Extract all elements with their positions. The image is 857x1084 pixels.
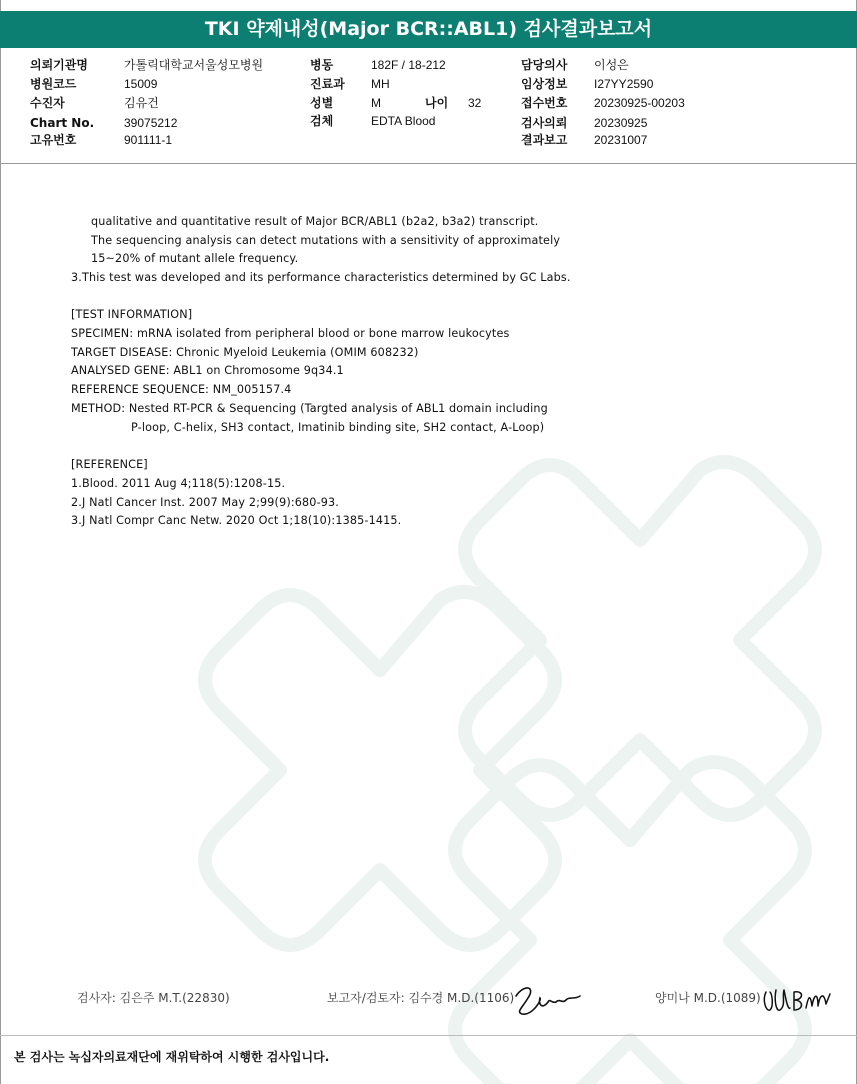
footer-divider (0, 1035, 857, 1036)
body-line: P-loop, C-helix, SH3 contact, Imatinib binding site, SH2 contact, A-Loop) (131, 421, 545, 434)
report-title: TKI 약제내성(Major BCR::ABL1) 검사결과보고서 (0, 11, 857, 48)
receipt-no-label: 접수번호 (521, 96, 568, 110)
chart-no-value: 39075212 (124, 116, 178, 130)
chart-no-label: Chart No. (30, 116, 95, 130)
request-date-label: 검사의뢰 (521, 116, 568, 130)
age-value: 32 (468, 96, 482, 110)
body-line: 15~20% of mutant allele frequency. (91, 252, 299, 265)
request-date-value: 20230925 (594, 116, 648, 130)
sex-label: 성별 (310, 96, 334, 110)
body-line: ANALYSED GENE: ABL1 on Chromosome 9q34.1 (71, 364, 344, 377)
body-line: METHOD: Nested RT-PCR & Sequencing (Targted analysis of ABL1 domain including (71, 402, 548, 415)
reviewer-signature (760, 980, 832, 1020)
patient-label: 수진자 (30, 96, 65, 110)
ward-value: 182F / 18-212 (371, 58, 446, 72)
body-line: SPECIMEN: mRNA isolated from peripheral blood or bone marrow leukocytes (71, 327, 510, 340)
department-label: 진료과 (310, 77, 345, 91)
institution-value: 가톨릭대학교서울성모병원 (124, 58, 264, 72)
doctor-label: 담당의사 (521, 58, 568, 72)
reporter-signature (512, 978, 584, 1022)
specimen-label: 검체 (310, 114, 334, 128)
specimen-value: EDTA Blood (371, 114, 436, 128)
footer-note: 본 검사는 녹십자의료재단에 재위탁하여 시행한 검사입니다. (14, 1050, 330, 1064)
unique-id-label: 고유번호 (30, 133, 77, 147)
body-line: qualitative and quantitative result of Major BCR/ABL1 (b2a2, b3a2) transcript. (91, 215, 539, 228)
reference-item: 2.J Natl Cancer Inst. 2007 May 2;99(9):680-93. (71, 496, 340, 509)
patient-value: 김유건 (124, 96, 159, 110)
receipt-no-value: 20230925-00203 (594, 96, 685, 110)
reference-item: 1.Blood. 2011 Aug 4;118(5):1208-15. (71, 477, 286, 490)
reporter-name: 보고자/검토자: 김수경 M.D.(1106) (327, 991, 515, 1005)
ward-label: 병동 (310, 58, 334, 72)
clinical-info-label: 임상정보 (521, 77, 568, 91)
body-line: 3.This test was developed and its performance characteristics determined by GC Labs. (71, 271, 571, 284)
clinical-info-value: I27YY2590 (594, 77, 654, 91)
section-heading: [REFERENCE] (71, 458, 148, 471)
reviewer-name: 양미나 M.D.(1089) (655, 991, 761, 1005)
reference-item: 3.J Natl Compr Canc Netw. 2020 Oct 1;18(10):1385-1415. (71, 514, 402, 527)
report-date-label: 결과보고 (521, 133, 568, 147)
header-divider (0, 163, 857, 164)
examiner-name: 검사자: 김은주 M.T.(22830) (77, 991, 230, 1005)
body-line: The sequencing analysis can detect mutations with a sensitivity of approximately (91, 234, 561, 247)
hospital-code-label: 병원코드 (30, 77, 77, 91)
institution-label: 의뢰기관명 (30, 58, 88, 72)
age-label: 나이 (425, 96, 449, 110)
report-date-value: 20231007 (594, 133, 648, 147)
body-line: REFERENCE SEQUENCE: NM_005157.4 (71, 383, 292, 396)
hospital-code-value: 15009 (124, 77, 158, 91)
doctor-value: 이성은 (594, 58, 629, 72)
body-line: TARGET DISEASE: Chronic Myeloid Leukemia (OMIM 608232) (71, 346, 419, 359)
sex-value: M (371, 96, 381, 110)
unique-id-value: 901111-1 (124, 133, 173, 147)
section-heading: [TEST INFORMATION] (71, 308, 193, 321)
department-value: MH (371, 77, 390, 91)
